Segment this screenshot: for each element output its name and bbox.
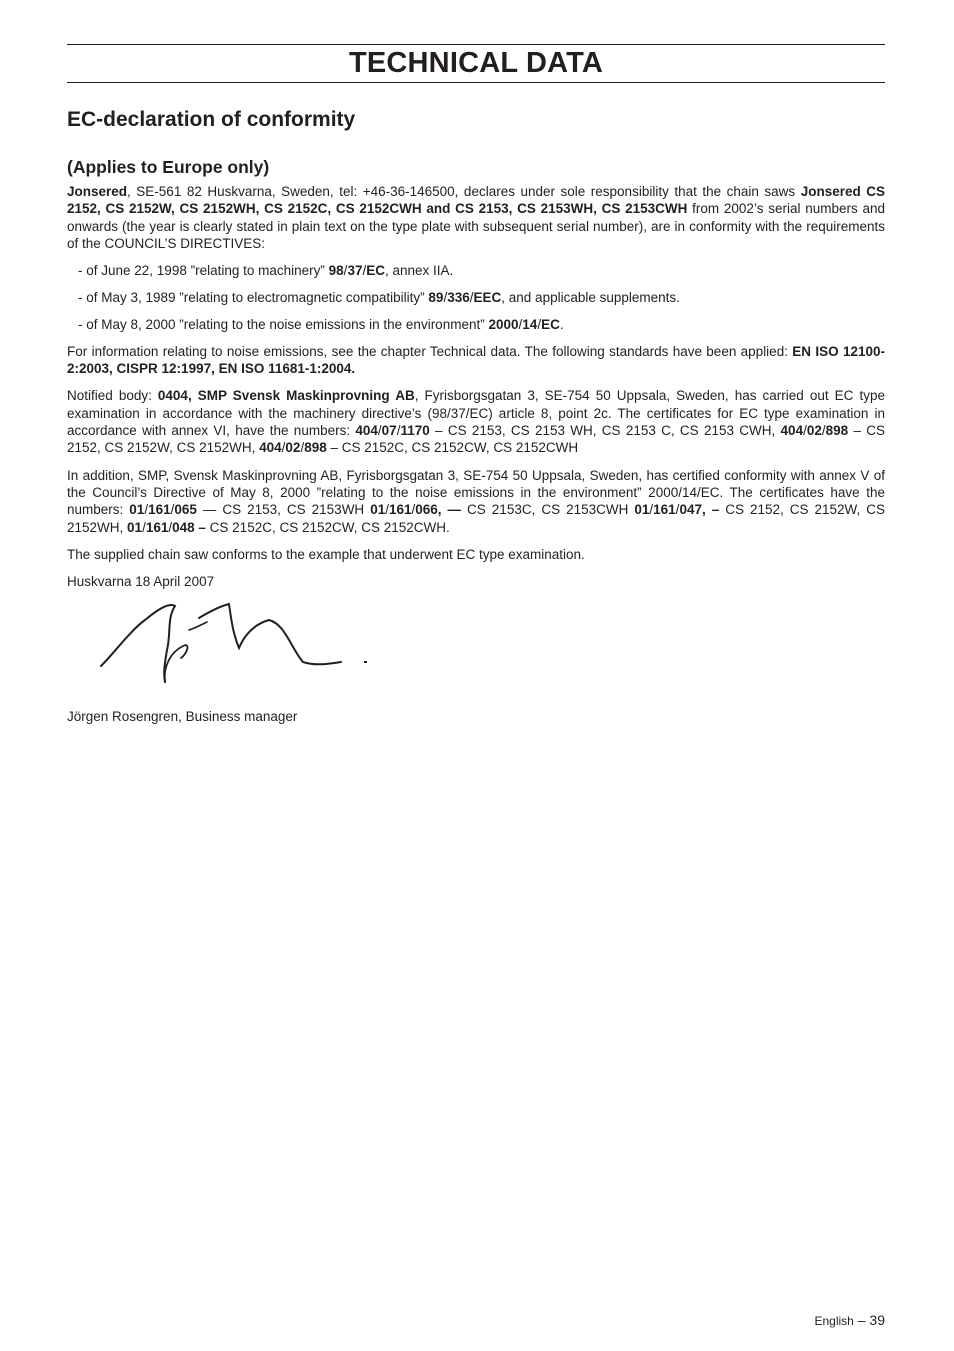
section-title: EC-declaration of conformity	[67, 108, 356, 131]
page-header	[67, 44, 885, 83]
noise-paragraph: For information relating to noise emissions, see the chapter Technical data. The following standards have been applied: EN ISO 12100-2:2003, CISPR 12:1997, EN ISO 11681-1:2004.	[67, 343, 886, 377]
signatory-name: Jörgen Rosengren, Business manager	[67, 709, 298, 725]
directive-item: - of June 22, 1998 ”relating to machinery” 98/37/EC, annex IIA.	[78, 263, 454, 279]
page-footer: English – 39	[814, 1312, 885, 1328]
conformity-statement: The supplied chain saw conforms to the example that underwent EC type examination.	[67, 546, 585, 562]
company-name: Jonsered	[67, 184, 128, 199]
directive-item: - of May 3, 1989 ”relating to electromagnetic compatibility” 89/336/EEC, and applicable supplements.	[78, 290, 680, 306]
notified-body-name: 0404, SMP Svensk Maskinprovning AB	[157, 388, 415, 404]
intro-paragraph: Jonsered, SE-561 82 Huskvarna, Sweden, tel: +46-36-146500, declares under sole responsibility that the chain saws Jonsered CS 2152, CS 2152W, CS 2152WH, CS 2152C, CS 2152CWH and CS 2153, CS 2153WH, CS 2153CWH from 2002’s serial numbers and onwards (the year is clearly stated in plain text on the type plate with subsequent serial number), are in conformity with the requirements of the COUNCIL’S DIRECTIVES:	[67, 184, 885, 251]
model-list: Jonsered CS 2152, CS 2152W, CS 2152WH, CS 2152C, CS 2152CWH and CS 2153, CS 2153WH, CS 2153CWH	[67, 184, 885, 217]
page-number: 39	[869, 1312, 885, 1328]
standards-list: EN ISO 12100-2:2003, CISPR 12:1997, EN ISO 11681-1:2004.	[67, 343, 886, 377]
signature-image	[87, 594, 387, 694]
footer-language: English	[814, 1314, 854, 1328]
notified-body-paragraph: Notified body: 0404, SMP Svensk Maskinprovning AB, Fyrisborgsgatan 3, SE-754 50 Uppsala, Sweden, has carried out EC type examination in accordance with the machinery directive’s (98/37/EC) article 8, point 2c. The certificates for EC type examination in accordance with annex VI, have the numbers: 404/07/1170 – CS 2153, CS 2153 WH, CS 2153 C, CS 2153 CWH, 404/02/898 – CS 2152, CS 2152W, CS 2152WH, 404/02/898 – CS 2152C, CS 2152CW, CS 2152CWH	[67, 388, 885, 456]
page-title: TECHNICAL DATA	[348, 47, 604, 79]
subsection-title: (Applies to Europe only)	[67, 157, 270, 177]
place-date: Huskvarna 18 April 2007	[67, 574, 215, 590]
directive-item: - of May 8, 2000 ”relating to the noise emissions in the environment” 2000/14/EC.	[78, 316, 564, 332]
addition-paragraph: In addition, SMP, Svensk Maskinprovning AB, Fyrisborgsgatan 3, SE-754 50 Uppsala, Sweden, has certified conformity with annex V of the Council’s Directive of May 8, 2000 ”relating to the noise emissions in the environment” 2000/14/EC. The certificates have the numbers: 01/161/065 — CS 2153, CS 2153WH 01/161/066, — CS 2153C, CS 2153CWH 01/161/047, – CS 2152, CS 2152W, CS 2152WH, 01/161/048 – CS 2152C, CS 2152CW, CS 2152CWH.	[67, 467, 886, 535]
content	[67, 106, 885, 736]
